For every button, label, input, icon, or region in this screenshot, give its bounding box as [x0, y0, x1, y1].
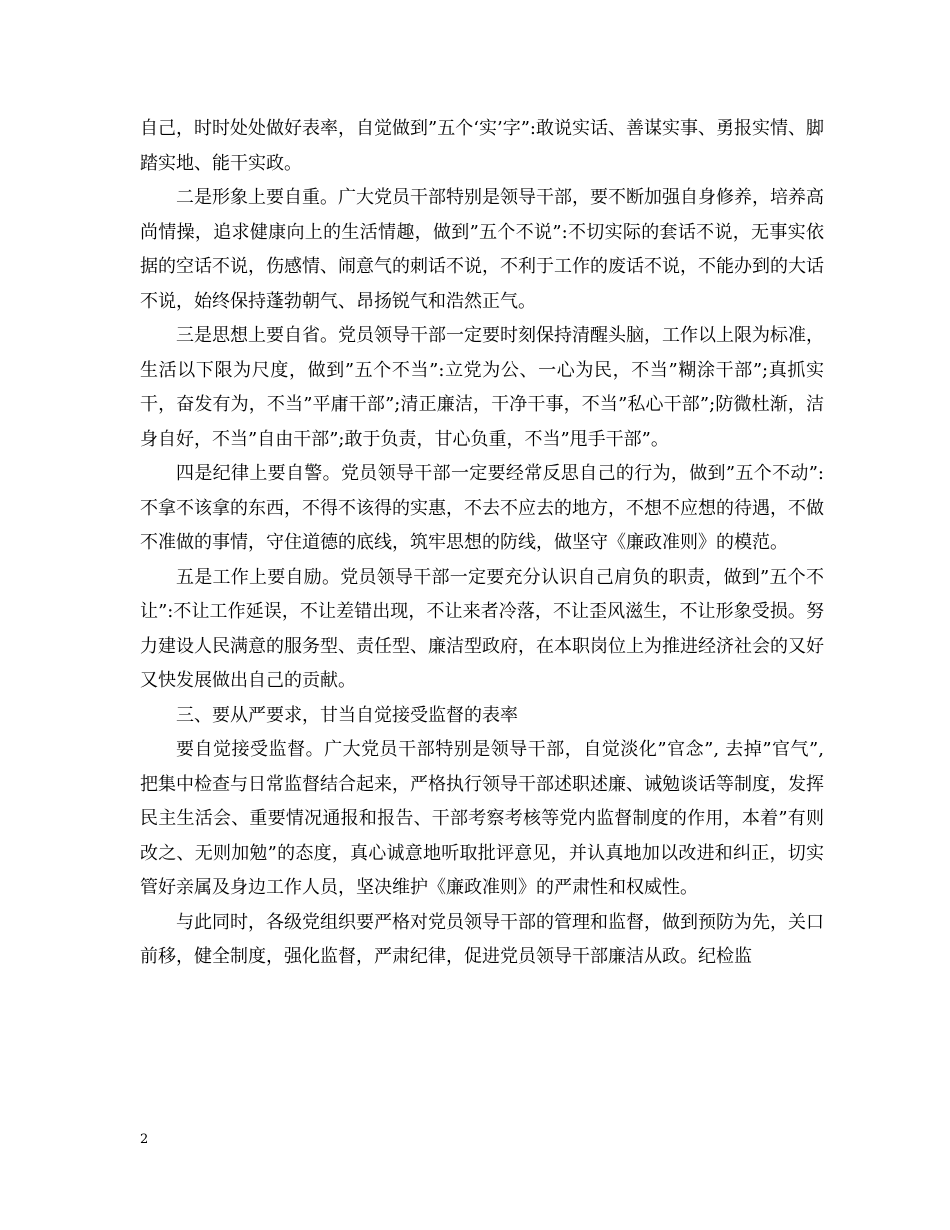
paragraph-thought-self-reflection: 三是思想上要自省。党员领导干部一定要时刻保持清醒头脑，工作以上限为标准，生活以下限为尺度，做到”五个不当”:立党为公、一心为民，不当”糊涂干部”;真抓实干，奋发有为，不当”平庸干部”;清正廉洁，干净干事，不当”私心干部”;防微杜渐，洁身自好，不当”自由干部”;敢于负责，甘心负重，不当”甩手干部”。	[140, 325, 824, 450]
paragraph-image-self-respect: 二是形象上要自重。广大党员干部特别是领导干部，要不断加强自身修养，培养高尚情操，追求健康向上的生活情趣，做到”五个不说”:不切实际的套话不说，无事实依据的空话不说，伤感情、闹意气的刺话不说，不利于工作的废话不说，不能办到的大话不说，始终保持蓬勃朝气、昂扬锐气和浩然正气。	[140, 187, 824, 312]
paragraph-work-self-motivation: 五是工作上要自励。党员领导干部一定要充分认识自己肩负的职责，做到”五个不让”:不让工作延误，不让差错出现，不让来者冷落，不让歪风滋生，不让形象受损。努力建设人民满意的服务型、责任型、廉洁型政府，在本职岗位上为推进经济社会的又好又快发展做出自己的贡献。	[140, 566, 824, 691]
paragraph-accept-supervision: 要自觉接受监督。广大党员干部特别是领导干部，自觉淡化”官念”, 去掉”官气”, 把集中检查与日常监督结合起来，严格执行领导干部述职述廉、诫勉谈话等制度，发挥民主生活会、重要情况通报和报告、干部考察考核等党内监督制度的作用，本着”有则改之、无则加勉”的态度，真心诚意地听取批评意见，并认真地加以改进和纠正，切实管好亲属及身边工作人员，坚决维护《廉政准则》的严肃性和权威性。	[140, 739, 824, 898]
paragraph-continued: 自己，时时处处做好表率，自觉做到”五个‘实’字”:敢说实话、善谋实事、勇报实情、脚踏实地、能干实政。	[140, 118, 824, 174]
paragraph-party-organizations: 与此同时，各级党组织要严格对党员领导干部的管理和监督，做到预防为先，关口前移，健全制度，强化监督，严肃纪律，促进党员领导干部廉洁从政。纪检监	[140, 911, 824, 967]
document-body	[140, 112, 824, 975]
page-number: 2	[140, 1132, 149, 1147]
section-heading: 三、要从严要求，甘当自觉接受监督的表率	[176, 704, 518, 726]
paragraph-discipline-self-alert: 四是纪律上要自警。党员领导干部一定要经常反思自己的行为，做到”五个不动”:不拿不该拿的东西，不得不该得的实惠，不去不应去的地方，不想不应想的待遇，不做不准做的事情，守住道德的底线，筑牢思想的防线，做坚守《廉政准则》的模范。	[140, 463, 824, 553]
